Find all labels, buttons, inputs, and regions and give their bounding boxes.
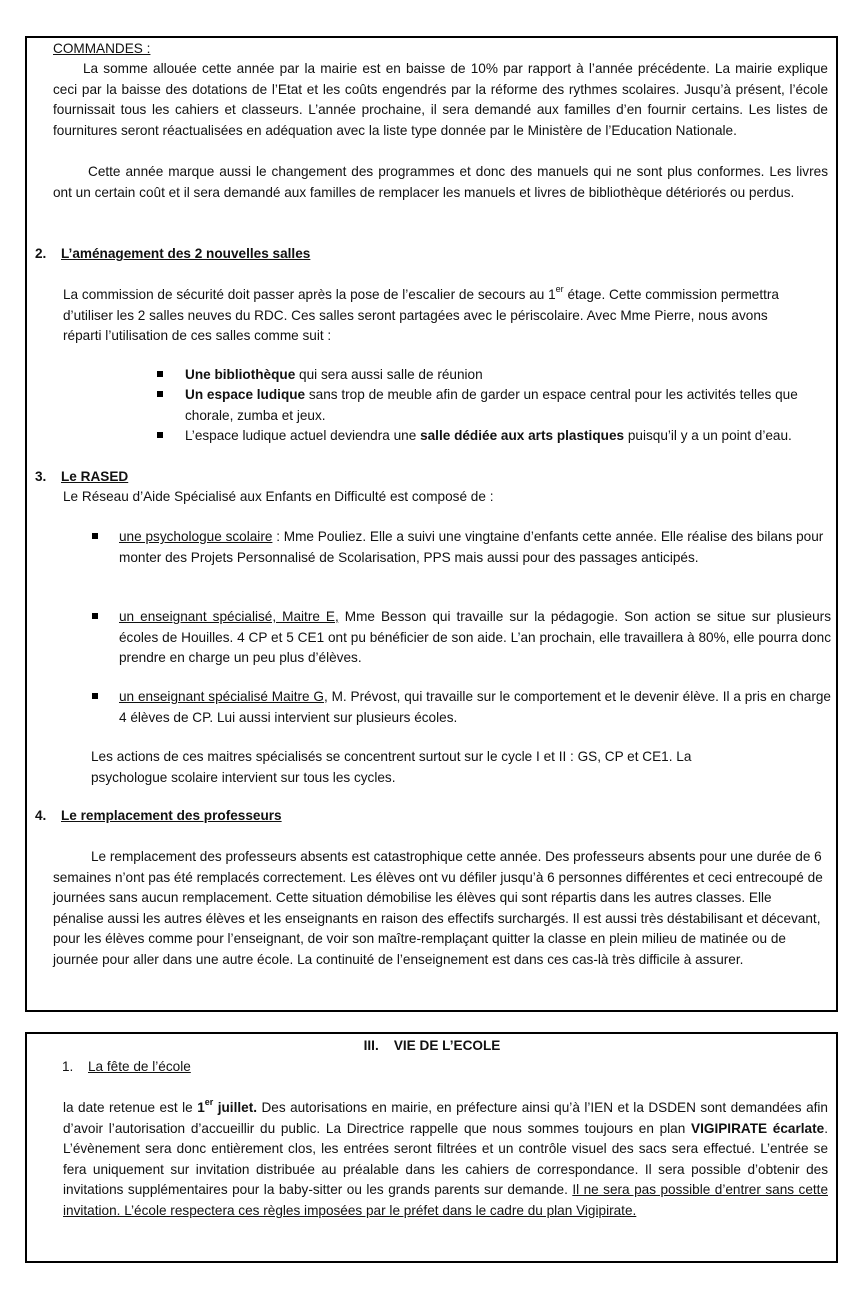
- bullet-icon: [157, 371, 163, 377]
- room-item-arts: L’espace ludique actuel deviendra une salle dédiée aux arts plastiques puisqu’il y a un point d’eau.: [185, 428, 792, 443]
- section-3-intro: Le Réseau d’Aide Spécialisé aux Enfants en Difficulté est composé de :: [63, 489, 494, 504]
- bullet-icon: [92, 613, 98, 619]
- section-2-intro: La commission de sécurité doit passer après la pose de l’escalier de secours au 1er étage. Cette commission permettra d’utiliser les 2 salles neuves du RDC. Ces salles seront partagées avec le périscolaire. Avec Mme Pierre, nous avons réparti l’utilisation de ces salles comme suit :: [63, 284, 779, 343]
- bullet-icon: [92, 693, 98, 699]
- bullet-icon: [92, 533, 98, 539]
- commandes-paragraph-2: Cette année marque aussi le changement des programmes et donc des manuels qui ne sont plus conformes. Les livres ont un certain coût et il sera demandé aux familles de remplacer les manuels et livres de bibliothèque détériorés ou perdus.: [53, 164, 828, 200]
- rased-item-maitre-e: un enseignant spécialisé, Maitre E, Mme Besson qui travaille sur la pédagogie. Son action se situe sur plusieurs écoles de Houilles. 4 CP et 5 CE1 ont pu bénéficier de son aide. L’an prochain, elle travaillera à 80%, elle pourra donc prendre en charge un peu plus d’élèves.: [119, 609, 831, 665]
- bullet-icon: [157, 432, 163, 438]
- vie-heading: III. VIE DE L’ECOLE: [363, 1038, 501, 1053]
- section-3-number: 3.: [35, 469, 47, 484]
- commandes-paragraph-1: La somme allouée cette année par la mairie est en baisse de 10% par rapport à l’année précédente. La mairie explique ceci par la baisse des dotations de l’Etat et les coûts engendrés par la réforme des rythmes scolaires. Jusqu’à présent, l’école fournissait tous les cahiers et classeurs. L’année prochaine, il sera demandé aux familles d’en fournir certains. Les listes de fournitures seront réactualisées en adéquation avec la liste type donnée par le Ministère de l’Education Nationale.: [53, 61, 828, 138]
- fete-text: la date retenue est le 1er juillet. Des autorisations en mairie, en préfecture ainsi qu’à l’IEN et la DSDEN sont demandées afin d’avoir l’autorisation d’accueillir du public. La Directrice rappelle que nous sommes toujours en plan VIGIPIRATE écarlate. L’évènement sera donc entièrement clos, les entrées seront filtrées et un contrôle visuel des sacs sera effectué. L’entrée se fera uniquement sur invitation distribuée au préalable dans les cahiers de correspondance. Il sera possible d’obtenir des invitations supplémentaires pour la baby-sitter ou les grands parents sur demande. Il ne sera pas possible d’entrer sans cette invitation. L’école respectera ces règles imposées par le préfet dans le cadre du plan Vigipirate.: [63, 1097, 828, 1218]
- commandes-heading: COMMANDES :: [53, 41, 151, 56]
- rased-item-psychologist: une psychologue scolaire : Mme Pouliez. Elle a suivi une vingtaine d’enfants cette année. Elle réalise des bilans pour monter des Projets Personnalisé de Scolarisation, PPS mais aussi pour des passages anticipés.: [119, 529, 824, 565]
- section-2-number: 2.: [35, 246, 47, 261]
- vie-sub-number: 1.: [62, 1059, 74, 1074]
- vie-sub-title: La fête de l’école: [88, 1059, 191, 1074]
- bullet-icon: [157, 391, 163, 397]
- section-4-title: Le remplacement des professeurs: [61, 808, 282, 823]
- rased-item-maitre-g: un enseignant spécialisé Maitre G, M. Prévost, qui travaille sur le comportement et le devenir élève. Il a pris en charge 4 élèves de CP. Lui aussi intervient sur plusieurs écoles.: [119, 689, 831, 725]
- section-3-title: Le RASED: [61, 469, 129, 484]
- room-item-library: Une bibliothèque qui sera aussi salle de réunion: [185, 367, 483, 382]
- rased-outro: Les actions de ces maitres spécialisés se concentrent surtout sur le cycle I et II : GS, CP et CE1. La psychologue scolaire intervient sur tous les cycles.: [91, 749, 692, 785]
- room-item-play-space: Un espace ludique sans trop de meuble afin de garder un espace central pour les activités telles que chorale, zumba et jeux.: [185, 387, 798, 423]
- section-4-number: 4.: [35, 808, 47, 823]
- section-4-text: Le remplacement des professeurs absents est catastrophique cette année. Des professeurs absents pour une durée de 6 semaines n’ont pas été remplacés correctement. Les élèves ont vu défiler jusqu’à 6 personnes différentes et ceci entrecoupé de journées sans aucun remplacement. Cette situation démobilise les élèves qui sont répartis dans les autres classes. Elle pénalise aussi les autres élèves et les enseignants en raison des effectifs surchargés. Il est aussi très déstabilisant et décevant, pour les élèves comme pour l’enseignant, de voir son maître-remplaçant quitter la classe en plein milieu de matinée ou de journée pour aller dans une autre école. La continuité de l’enseignement est dans ces cas-là très difficile à assurer.: [53, 849, 823, 967]
- section-2-title: L’aménagement des 2 nouvelles salles: [61, 246, 311, 261]
